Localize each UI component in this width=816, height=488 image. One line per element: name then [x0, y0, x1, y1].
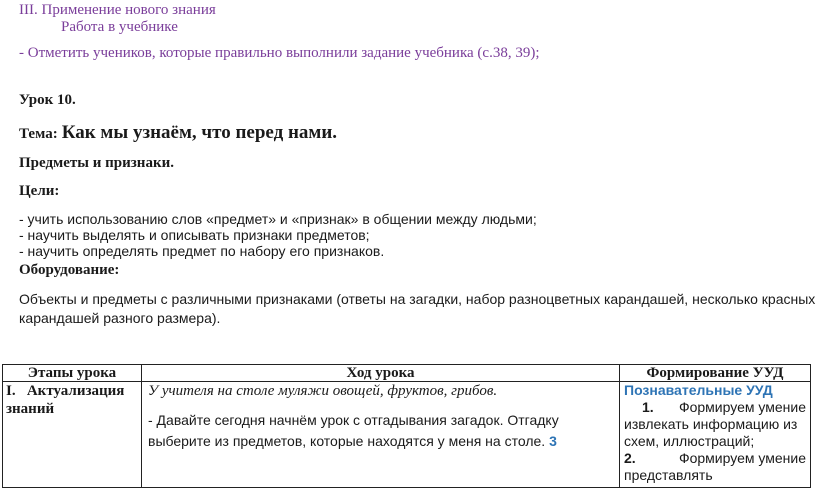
uud-item-text: Формируем умение [678, 450, 806, 466]
equipment-label: Оборудование: [19, 262, 120, 278]
course-line-number: 3 [549, 433, 557, 449]
uud-item-text: схем, иллюстраций; [624, 433, 755, 449]
course-line-text: выберите из предметов, которые находятся у меня на столе. [148, 433, 546, 449]
stage-cell [3, 382, 142, 488]
lesson-table [2, 364, 811, 488]
section-heading: III. Применение нового знания [19, 2, 216, 18]
header-stages: Этапы урока [3, 365, 142, 382]
uud-item-text: представлять [624, 467, 713, 483]
lesson-number: Урок 10. [19, 92, 76, 108]
uud-item-text: извлекать информацию из [624, 416, 798, 432]
course-text [142, 400, 619, 452]
goal-item: - научить определять предмет по набору его признаков. [19, 243, 385, 259]
course-note: У учителя на столе муляжи овощей, фруктов, грибов. [148, 383, 498, 399]
topic-text: Как мы узнаём, что перед нами. [61, 122, 338, 143]
equipment-line: Объекты и предметы с различными признаками (ответы на загадки, набор разноцветных карандашей, несколько красных [19, 291, 816, 307]
uud-cell [620, 382, 811, 488]
course-line: - Давайте сегодня начнём урок с отгадывания загадок. Отгадку [148, 412, 559, 428]
topic-label: Тема: [19, 126, 58, 142]
goals-list [19, 211, 537, 259]
stage-title-line2: знаний [6, 401, 55, 417]
uud-item-text: Формируем умение [678, 399, 806, 415]
section-task: - Отметить учеников, которые правильно выполнили задание учебника (с.38, 39); [19, 45, 540, 61]
uud-item-1 [624, 399, 806, 416]
lesson-subject: Предметы и признаки. [19, 155, 174, 171]
goal-item: - научить выделять и описывать признаки предметов; [19, 227, 370, 243]
uud-title: Познавательные УУД [624, 382, 773, 398]
section-subheading: Работа в учебнике [61, 19, 178, 35]
uud-item-number: 2. [624, 450, 636, 466]
uud-item-2 [624, 450, 806, 467]
stage-title-line1 [6, 382, 138, 400]
uud-item-number: 1. [642, 399, 654, 415]
header-uud: Формирование УУД [620, 365, 811, 382]
lesson-topic [19, 122, 337, 144]
course-line [148, 431, 613, 452]
equipment-line: карандашей разного размера). [19, 310, 221, 326]
course-cell [142, 382, 620, 488]
stage-title: Актуализация [26, 383, 125, 399]
table-row [3, 382, 811, 488]
equipment-text [19, 290, 815, 328]
table-header-row [3, 365, 811, 382]
goals-label: Цели: [19, 183, 60, 199]
header-course: Ход урока [142, 365, 620, 382]
stage-number: I. [6, 383, 16, 399]
goal-item: - учить использованию слов «предмет» и «признак» в общении между людьми; [19, 211, 537, 227]
